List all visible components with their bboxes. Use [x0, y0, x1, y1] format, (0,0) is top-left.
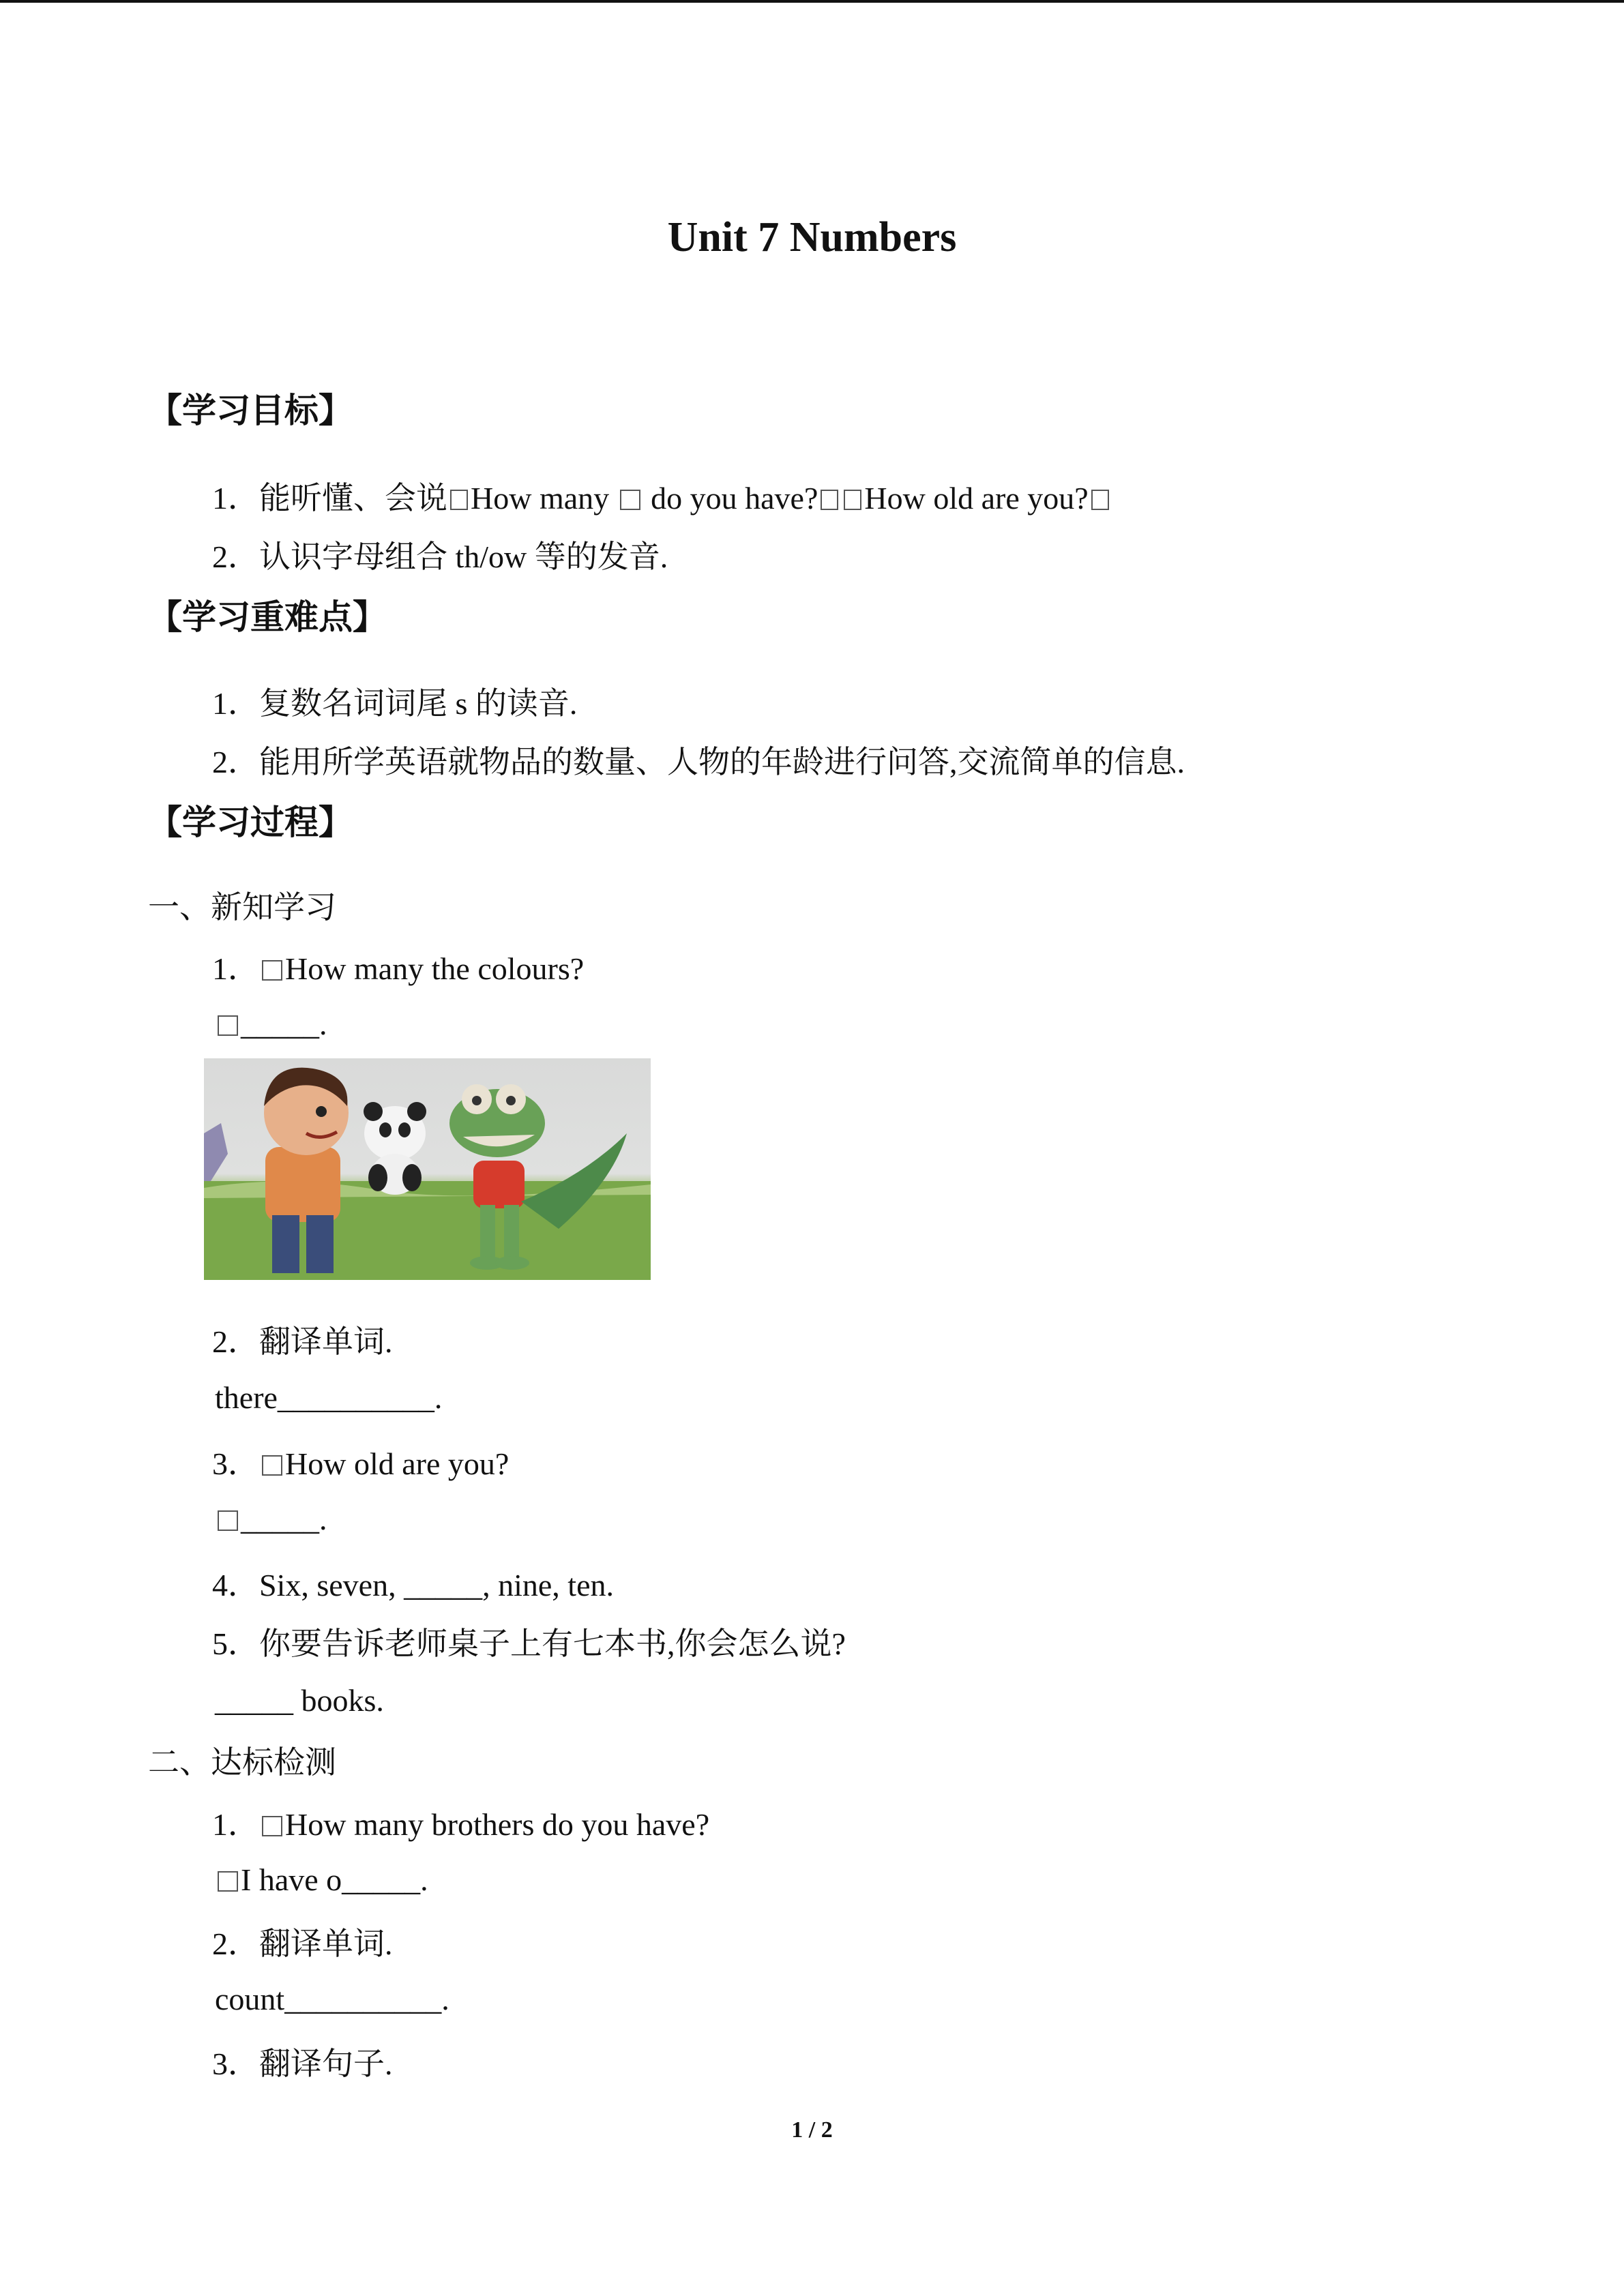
question-text: How many brothers do you have?	[285, 1807, 710, 1842]
exercise-text: 翻译单词.	[259, 1926, 393, 1961]
exercise-5	[212, 1619, 846, 1664]
item-number: 3．	[212, 1446, 259, 1481]
exercise-3-answer	[215, 1501, 327, 1537]
item-number: 1．	[212, 481, 259, 516]
heading-learning-goals: 【学习目标】	[148, 391, 353, 430]
key-point-text: 能用所学英语就物品的数量、人物的年龄进行问答,交流简单的信息.	[259, 745, 1185, 779]
blank-box	[620, 490, 640, 510]
exercise-5-fill: _____ books.	[215, 1683, 384, 1718]
exercise-text: 翻译单词.	[259, 1324, 393, 1359]
goal-text-a: 能听懂、会说	[259, 481, 447, 516]
check-2	[212, 1919, 393, 1964]
item-number: 2．	[212, 1926, 259, 1961]
exercise-3-question	[212, 1439, 509, 1484]
blank-box	[218, 1015, 238, 1036]
top-border	[0, 0, 1624, 3]
exercise-text: 你要告诉老师桌子上有七本书,你会怎么说?	[259, 1626, 846, 1661]
check-1-question	[212, 1800, 709, 1845]
exercise-1-question	[212, 944, 584, 989]
goal-text: 认识字母组合 th/ow 等的发音.	[259, 539, 668, 574]
key-point-1	[212, 679, 577, 724]
heading-key-points: 【学习重难点】	[148, 597, 387, 637]
item-number: 2．	[212, 1324, 259, 1359]
exercise-1-answer	[215, 1006, 327, 1042]
goal-item-1	[212, 473, 1112, 518]
part-assessment: 二、达标检测	[148, 1745, 336, 1780]
blank-box	[1091, 490, 1109, 510]
answer-blank: I have o_____.	[241, 1862, 428, 1897]
blank-box	[218, 1871, 238, 1892]
blank-box	[821, 490, 838, 510]
check-3	[212, 2039, 393, 2084]
page-title: Unit 7 Numbers	[667, 214, 957, 260]
answer-blank: _____.	[241, 1007, 327, 1041]
illustration-icon	[204, 1058, 651, 1280]
check-1-answer	[215, 1862, 428, 1898]
item-number: 2．	[212, 539, 259, 574]
question-text: How old are you?	[285, 1446, 510, 1481]
item-number: 1．	[212, 951, 259, 986]
blank-box	[218, 1510, 238, 1531]
heading-learning-process: 【学习过程】	[148, 803, 353, 842]
goal-text-b: How many	[471, 481, 610, 516]
blank-box	[262, 1455, 282, 1476]
exercise-2	[212, 1317, 393, 1362]
blank-box	[262, 1816, 282, 1836]
exercise-text: 翻译句子.	[259, 2046, 393, 2081]
key-point-2	[212, 737, 1185, 782]
item-number: 3．	[212, 2046, 259, 2081]
blank-box	[844, 490, 861, 510]
item-number: 4．	[212, 1568, 259, 1602]
part-new-knowledge: 一、新知学习	[148, 890, 336, 925]
item-number: 5．	[212, 1626, 259, 1661]
answer-blank: _____.	[241, 1502, 327, 1536]
exercise-2-fill: there__________.	[215, 1380, 443, 1415]
cartoon-boy-panda-crocodile-illustration	[204, 1058, 651, 1280]
goal-item-2	[212, 532, 668, 577]
exercise-text: Six, seven, _____, nine, ten.	[259, 1568, 614, 1602]
question-text: How many the colours?	[285, 951, 585, 986]
exercise-4	[212, 1560, 614, 1605]
item-number: 1．	[212, 1807, 259, 1842]
key-point-text: 复数名词词尾 s 的读音.	[259, 686, 578, 721]
goal-text-c: do you have?	[651, 481, 818, 516]
item-number: 1．	[212, 686, 259, 721]
item-number: 2．	[212, 745, 259, 779]
blank-box	[450, 490, 468, 510]
check-2-fill: count__________.	[215, 1982, 449, 2016]
goal-text-d: How old are you?	[864, 481, 1089, 516]
blank-box	[262, 960, 282, 981]
page-number: 1 / 2	[791, 2117, 833, 2143]
